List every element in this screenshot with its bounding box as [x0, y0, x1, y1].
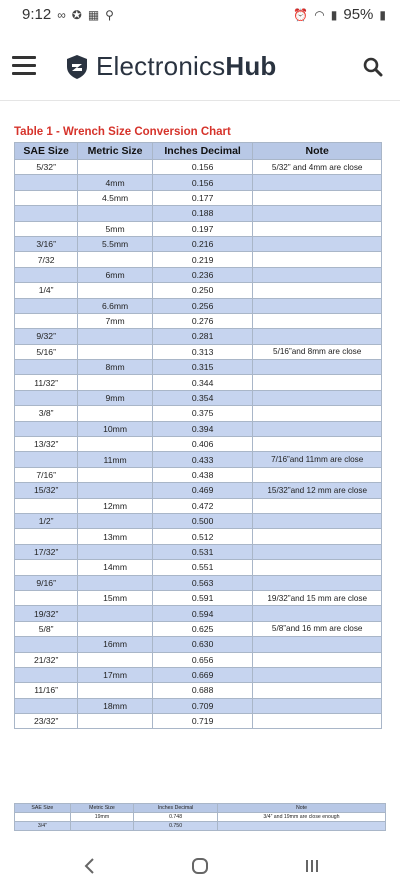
table-cell: 0.315	[152, 360, 253, 375]
table-cell	[253, 252, 382, 267]
table-cell: 9mm	[78, 390, 153, 405]
gallery-icon: ▦	[87, 7, 100, 22]
status-time: 9:12	[22, 6, 52, 23]
search-icon[interactable]	[362, 56, 384, 78]
table-cell	[78, 683, 153, 698]
table-cell	[78, 160, 153, 175]
recent-apps-icon[interactable]	[292, 852, 332, 880]
table-row	[15, 498, 382, 513]
table-cell: 0.563	[152, 575, 253, 590]
table-cell	[15, 298, 78, 313]
table-cell: 0.469	[152, 483, 253, 498]
table-row	[15, 267, 382, 282]
table-cell: 9/32”	[15, 329, 78, 344]
table-row	[15, 252, 382, 267]
table-cell	[15, 667, 78, 682]
table-cell: 0.250	[152, 283, 253, 298]
table-cell: 10mm	[78, 421, 153, 436]
table-cell	[253, 606, 382, 621]
table-cell: 5/8”	[15, 621, 78, 636]
table-cell: 15/32”	[15, 483, 78, 498]
table-cell	[253, 498, 382, 513]
table-cell: 5mm	[78, 221, 153, 236]
home-icon[interactable]	[180, 852, 220, 880]
table-cell: 7/32	[15, 252, 78, 267]
table-cell: 0.688	[152, 683, 253, 698]
table-cell: 3/16”	[15, 236, 78, 251]
table-row	[15, 206, 382, 221]
table-cell	[78, 252, 153, 267]
table-row	[15, 652, 382, 667]
settings-icon: ✪	[71, 7, 82, 22]
table-cell: 19/32”	[15, 606, 78, 621]
table-row	[15, 621, 382, 636]
table-cell: 0.472	[152, 498, 253, 513]
table-cell	[15, 206, 78, 221]
table-cell: 0.719	[152, 714, 253, 729]
table-cell	[253, 698, 382, 713]
table-cell	[78, 652, 153, 667]
table-cell: 0.512	[152, 529, 253, 544]
table-row	[15, 452, 382, 467]
site-logo[interactable]	[66, 51, 277, 82]
table-cell: 11/16”	[15, 683, 78, 698]
table-row	[15, 698, 382, 713]
table-cell	[78, 621, 153, 636]
table-cell	[253, 329, 382, 344]
table-cell: 0.438	[152, 467, 253, 482]
table-cell: 7/16”and 11mm are close	[253, 452, 382, 467]
table-cell: 11/32”	[15, 375, 78, 390]
table-cell	[253, 714, 382, 729]
column-header: SAE Size	[15, 143, 78, 160]
table-cell	[78, 714, 153, 729]
table-cell: 1/2”	[15, 513, 78, 528]
table-row	[15, 822, 386, 831]
table-cell	[253, 437, 382, 452]
table-row	[15, 313, 382, 328]
table-row	[15, 360, 382, 375]
table-cell: 9/16”	[15, 575, 78, 590]
table-cell	[253, 513, 382, 528]
wifi-icon: ◠	[314, 7, 325, 22]
table-cell: 7mm	[78, 313, 153, 328]
table-cell: 21/32”	[15, 652, 78, 667]
table-cell: 3/8”	[15, 406, 78, 421]
table-cell: 0.177	[152, 190, 253, 205]
table-row	[15, 575, 382, 590]
table-cell: 5/32” and 4mm are close	[253, 160, 382, 175]
table-cell	[15, 421, 78, 436]
column-header: Inches Decimal	[134, 804, 218, 813]
column-header: Note	[217, 804, 385, 813]
table-cell: 0.354	[152, 390, 253, 405]
table-cell	[253, 529, 382, 544]
table-cell	[253, 206, 382, 221]
electronicshub-logo-icon	[66, 54, 88, 80]
table-cell	[15, 698, 78, 713]
table-cell: 0.709	[152, 698, 253, 713]
table-cell	[15, 590, 78, 605]
table-row	[15, 606, 382, 621]
table-cell: 3/4”	[15, 822, 71, 831]
table-cell: 0.236	[152, 267, 253, 282]
table-cell: 0.281	[152, 329, 253, 344]
table-cell	[15, 498, 78, 513]
table-cell: 0.344	[152, 375, 253, 390]
table-row	[15, 283, 382, 298]
column-header: Inches Decimal	[152, 143, 253, 160]
table-cell: 5.5mm	[78, 236, 153, 251]
table-cell: 0.748	[134, 813, 218, 822]
table-cell: 23/32”	[15, 714, 78, 729]
table-row	[15, 160, 382, 175]
table-row	[15, 483, 382, 498]
table-cell	[78, 375, 153, 390]
table-cell	[15, 637, 78, 652]
table-cell	[15, 313, 78, 328]
table-row	[15, 667, 382, 682]
table-cell: 5/8”and 16 mm are close	[253, 621, 382, 636]
table-cell: 15mm	[78, 590, 153, 605]
table-cell: 19mm	[70, 813, 133, 822]
table-row	[15, 390, 382, 405]
table-cell	[217, 822, 385, 831]
table-cell: 5/32”	[15, 160, 78, 175]
table-cell: 18mm	[78, 698, 153, 713]
table-cell: 11mm	[78, 452, 153, 467]
table-cell	[15, 452, 78, 467]
table-cell	[78, 544, 153, 559]
table-cell: 0.625	[152, 621, 253, 636]
table-row	[15, 221, 382, 236]
table-cell: 19/32”and 15 mm are close	[253, 590, 382, 605]
table-cell	[253, 267, 382, 282]
table-cell	[78, 483, 153, 498]
table-row	[15, 175, 382, 190]
table-cell: 7/16”	[15, 467, 78, 482]
table-row	[15, 437, 382, 452]
table-cell: 14mm	[78, 560, 153, 575]
table-row	[15, 329, 382, 344]
wrench-size-table-continued	[14, 803, 386, 831]
table-cell: 12mm	[78, 498, 153, 513]
table-cell: 0.156	[152, 160, 253, 175]
table-cell: 4mm	[78, 175, 153, 190]
table-cell	[78, 467, 153, 482]
menu-icon[interactable]	[12, 56, 36, 76]
article-content	[14, 120, 386, 729]
table-cell: 8mm	[78, 360, 153, 375]
android-nav-bar	[0, 842, 400, 889]
table-row	[15, 560, 382, 575]
table-row	[15, 375, 382, 390]
voicemail-icon: ∞	[57, 7, 66, 22]
table-cell	[253, 313, 382, 328]
table-cell: 5/16”	[15, 344, 78, 359]
table-cell	[78, 283, 153, 298]
table-cell	[15, 560, 78, 575]
table-cell	[253, 575, 382, 590]
table-cell	[253, 544, 382, 559]
table-cell: 0.197	[152, 221, 253, 236]
table-cell: 0.375	[152, 406, 253, 421]
table-cell: 0.394	[152, 421, 253, 436]
table-cell: 0.313	[152, 344, 253, 359]
signal-icon: ▮	[330, 7, 338, 22]
table-cell: 0.551	[152, 560, 253, 575]
back-icon[interactable]	[70, 852, 110, 880]
column-header: Metric Size	[78, 143, 153, 160]
table-cell: 0.656	[152, 652, 253, 667]
table-cell	[253, 190, 382, 205]
table-row	[15, 714, 382, 729]
table-cell: 17mm	[78, 667, 153, 682]
table-cell: 13/32”	[15, 437, 78, 452]
table-cell	[253, 375, 382, 390]
column-header: SAE Size	[15, 804, 71, 813]
table-cell: 17/32”	[15, 544, 78, 559]
table-row	[15, 298, 382, 313]
table-cell: 5/16”and 8mm are close	[253, 344, 382, 359]
table-cell	[253, 175, 382, 190]
table-cell: 13mm	[78, 529, 153, 544]
table-cell	[78, 206, 153, 221]
table-row	[15, 421, 382, 436]
table-cell: 0.406	[152, 437, 253, 452]
table-cell: 0.216	[152, 236, 253, 251]
table-cell: 0.276	[152, 313, 253, 328]
table-cell	[15, 267, 78, 282]
table-cell	[253, 390, 382, 405]
table-cell	[15, 529, 78, 544]
table-cell: 0.669	[152, 667, 253, 682]
site-header	[0, 34, 400, 101]
table-cell	[78, 606, 153, 621]
table-cell	[253, 236, 382, 251]
table-cell: 0.256	[152, 298, 253, 313]
table-cell	[15, 813, 71, 822]
alarm-icon: ⏰	[293, 7, 309, 22]
table-cell	[70, 822, 133, 831]
table-cell	[253, 421, 382, 436]
table-cell	[15, 360, 78, 375]
table-cell: 16mm	[78, 637, 153, 652]
table-cell: 6.6mm	[78, 298, 153, 313]
table-row	[15, 590, 382, 605]
table-row	[15, 236, 382, 251]
table-cell	[253, 467, 382, 482]
brand-name: ElectronicsHub	[96, 51, 277, 81]
vpn-icon: ⚲	[105, 7, 114, 22]
table-row	[15, 813, 386, 822]
table-cell: 6mm	[78, 267, 153, 282]
table-row	[15, 190, 382, 205]
table-cell: 0.594	[152, 606, 253, 621]
table-cell: 0.188	[152, 206, 253, 221]
table-cell: 0.531	[152, 544, 253, 559]
table-cell	[15, 221, 78, 236]
table-cell	[15, 190, 78, 205]
table-cell: 3/4” and 19mm are close enough	[217, 813, 385, 822]
table-cell	[15, 175, 78, 190]
battery-icon: ▮	[379, 7, 386, 22]
table-cell: 0.591	[152, 590, 253, 605]
column-header: Metric Size	[70, 804, 133, 813]
column-header: Note	[253, 143, 382, 160]
table-cell	[253, 283, 382, 298]
table-cell	[78, 329, 153, 344]
table-cell	[253, 221, 382, 236]
table-cell	[253, 360, 382, 375]
table-cell	[78, 437, 153, 452]
table-title: Table 1 - Wrench Size Conversion Chart	[14, 126, 231, 138]
table-cell: 4.5mm	[78, 190, 153, 205]
table-row	[15, 529, 382, 544]
table-cell: 1/4”	[15, 283, 78, 298]
table-cell: 0.630	[152, 637, 253, 652]
table-cell: 0.156	[152, 175, 253, 190]
table-cell	[253, 667, 382, 682]
table-row	[15, 544, 382, 559]
table-cell	[253, 560, 382, 575]
wrench-size-table	[14, 142, 382, 729]
table-cell: 0.433	[152, 452, 253, 467]
table-row	[15, 406, 382, 421]
table-cell	[253, 652, 382, 667]
table-cell: 15/32”and 12 mm are close	[253, 483, 382, 498]
table-cell	[15, 390, 78, 405]
table-cell: 0.750	[134, 822, 218, 831]
table-cell	[78, 406, 153, 421]
table-cell	[253, 683, 382, 698]
table-cell	[78, 513, 153, 528]
table-cell	[253, 298, 382, 313]
table-cell: 0.219	[152, 252, 253, 267]
table-row	[15, 467, 382, 482]
battery-percent: 95%	[343, 6, 374, 23]
table-cell	[253, 637, 382, 652]
table-cell	[253, 406, 382, 421]
table-cell	[78, 575, 153, 590]
table-row	[15, 344, 382, 359]
status-bar	[0, 0, 400, 30]
table-row	[15, 637, 382, 652]
table-cell: 0.500	[152, 513, 253, 528]
table-row	[15, 513, 382, 528]
table-cell	[78, 344, 153, 359]
table-row	[15, 683, 382, 698]
